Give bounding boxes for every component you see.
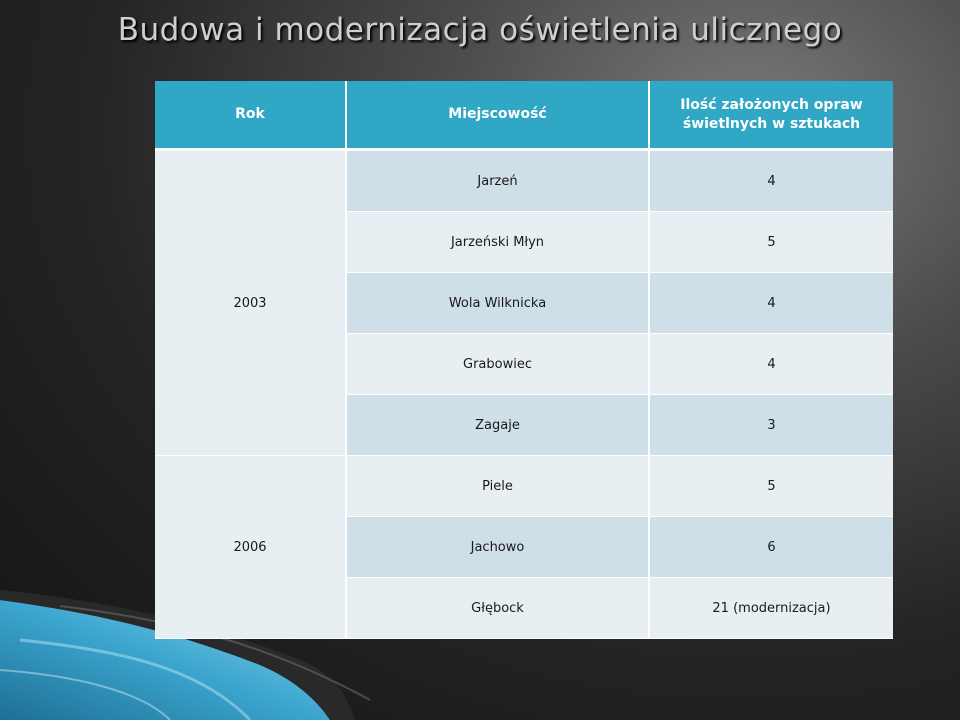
header-place: Miejscowość xyxy=(346,81,649,150)
count-cell: 4 xyxy=(649,334,893,395)
place-cell: Głębock xyxy=(346,578,649,639)
lighting-table xyxy=(155,81,893,639)
place-cell: Jachowo xyxy=(346,517,649,578)
place-cell: Wola Wilknicka xyxy=(346,273,649,334)
header-count: Ilość założonych opraw świetlnych w sztukach xyxy=(649,81,893,150)
table-header-row xyxy=(155,81,893,150)
place-cell: Piele xyxy=(346,456,649,517)
count-cell: 3 xyxy=(649,395,893,456)
count-cell: 4 xyxy=(649,273,893,334)
count-cell: 5 xyxy=(649,212,893,273)
count-cell: 6 xyxy=(649,517,893,578)
place-cell: Jarzeński Młyn xyxy=(346,212,649,273)
place-cell: Zagaje xyxy=(346,395,649,456)
count-cell: 4 xyxy=(649,150,893,212)
year-cell: 2003 xyxy=(155,150,346,456)
table-row xyxy=(155,456,893,517)
place-cell: Grabowiec xyxy=(346,334,649,395)
count-cell: 5 xyxy=(649,456,893,517)
year-cell: 2006 xyxy=(155,456,346,639)
count-cell: 21 (modernizacja) xyxy=(649,578,893,639)
place-cell: Jarzeń xyxy=(346,150,649,212)
header-year: Rok xyxy=(155,81,346,150)
table-row xyxy=(155,150,893,212)
slide-title: Budowa i modernizacja oświetlenia ulicznego xyxy=(117,12,843,48)
lighting-table-container xyxy=(155,81,893,630)
